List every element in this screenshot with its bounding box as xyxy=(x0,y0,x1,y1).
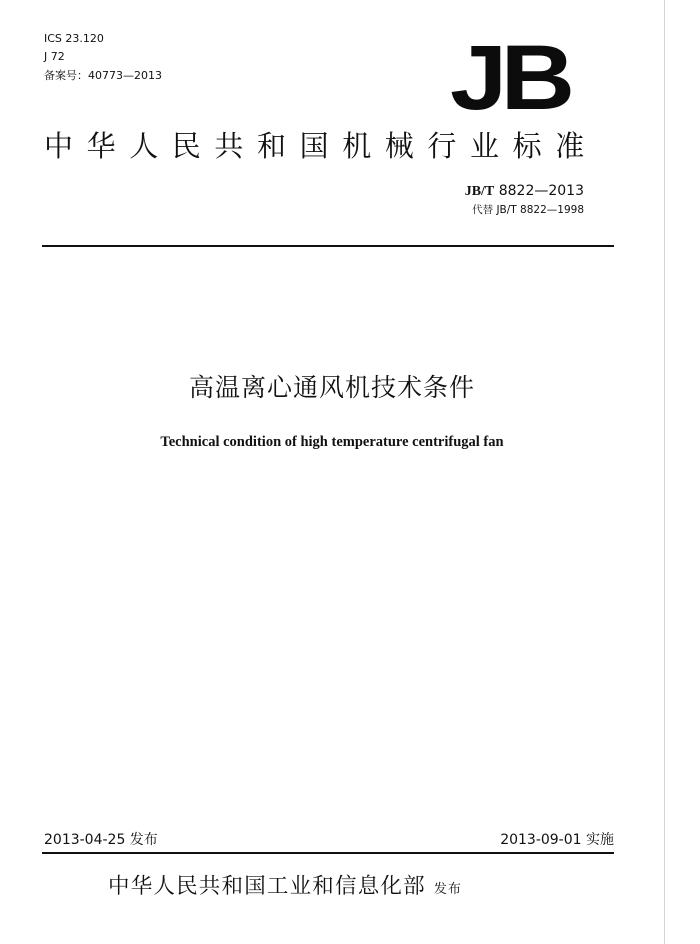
standard-prefix: JB/T xyxy=(464,184,495,199)
implementation-date: 2013-09-01 实施 xyxy=(500,832,614,848)
publisher-name: 中华人民共和国工业和信息化部 xyxy=(108,874,426,899)
top-divider xyxy=(42,245,614,247)
standard-number xyxy=(465,183,584,200)
document-title-english: Technical condition of high temperature centrifugal fan xyxy=(160,434,504,450)
standard-number-value: 8822—2013 xyxy=(494,183,584,199)
issue-date: 2013-04-25 发布 xyxy=(44,832,158,848)
record-number: 备案号：40773—2013 xyxy=(44,69,162,82)
jb-logo: JB xyxy=(450,27,569,129)
publisher-suffix: 发布 xyxy=(433,882,462,897)
replaces-standard: 代替 JB/T 8822—1998 xyxy=(472,204,584,216)
ccs-code: J 72 xyxy=(44,50,65,63)
ics-code: ICS 23.120 xyxy=(44,32,104,45)
publisher xyxy=(108,874,462,903)
document-title-chinese: 高温离心通风机技术条件 xyxy=(188,373,475,402)
standard-category-title: 中华人民共和国机械行业标准 xyxy=(44,129,598,163)
bottom-divider xyxy=(42,852,614,854)
scan-edge-line xyxy=(664,0,665,944)
